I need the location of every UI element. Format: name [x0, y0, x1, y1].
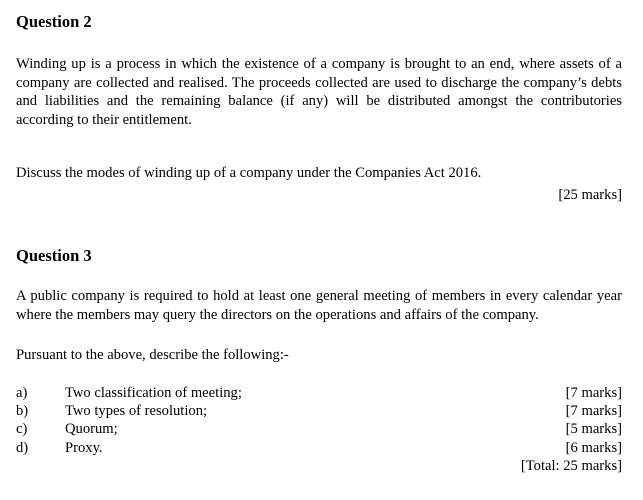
- item-letter: b): [16, 403, 29, 420]
- list-item: [16, 439, 622, 457]
- item-marks: [5 marks]: [565, 421, 622, 438]
- question-3-heading: Question 3: [16, 246, 92, 265]
- question-2-marks: [25 marks]: [558, 187, 622, 203]
- question-3-prompt: Pursuant to the above, describe the following:-: [16, 347, 289, 363]
- question-2-heading: Question 2: [16, 12, 92, 31]
- question-3-item-list: [16, 384, 622, 475]
- question-3-paragraph: A public company is required to hold at least one general meeting of members in every calendar year where the members may query the directors on the operations and affairs of the company.: [16, 288, 622, 323]
- question-2-task: Discuss the modes of winding up of a company under the Companies Act 2016.: [16, 165, 482, 181]
- item-text: Proxy.: [65, 439, 103, 456]
- item-marks: [7 marks]: [565, 403, 622, 420]
- item-text: Two classification of meeting;: [65, 385, 242, 401]
- item-letter: d): [16, 439, 29, 456]
- item-letter: a): [16, 385, 28, 401]
- item-text: Quorum;: [65, 421, 118, 438]
- item-marks: [7 marks]: [565, 385, 622, 401]
- total-row: [16, 457, 622, 475]
- list-item: [16, 420, 622, 438]
- question-3-total-marks: [Total: 25 marks]: [520, 457, 622, 474]
- list-item: [16, 402, 622, 420]
- item-marks: [6 marks]: [565, 439, 622, 456]
- list-item: [16, 384, 622, 402]
- question-2-paragraph: Winding up is a process in which the existence of a company is brought to an end, where assets of a company are collected and realised. The proceeds collected are used to discharge the company’s debts and liabilities and the remaining balance (if any) will be distributed amongst the contributories according to their entitlement.: [16, 56, 622, 128]
- item-text: Two types of resolution;: [65, 403, 208, 420]
- item-letter: c): [16, 421, 28, 438]
